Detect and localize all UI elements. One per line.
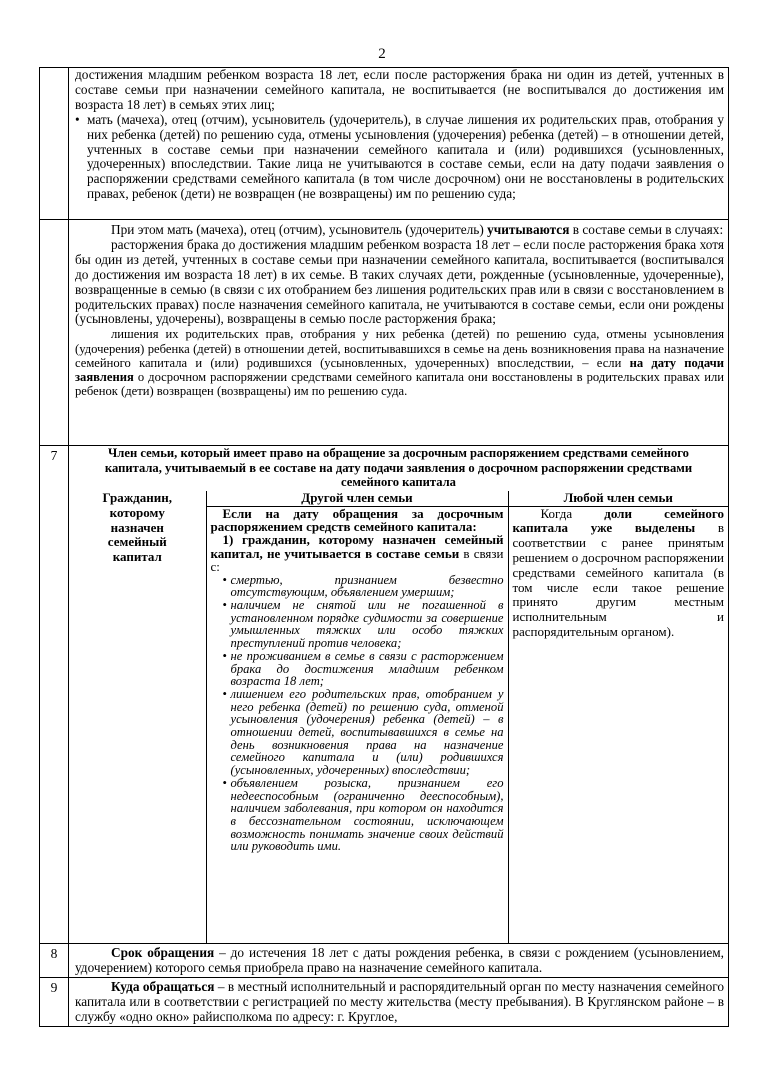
bullet-icon: • xyxy=(222,775,227,790)
text-run: о досрочном распоряжении средствами семейного капитала они восстановлены в родительских правах или ребенок (дети) возвращен (возвращены) им по решению суда. xyxy=(75,369,724,399)
table-row-9 xyxy=(40,977,729,1026)
reason-list xyxy=(211,574,504,853)
reason-item xyxy=(223,688,504,777)
bullet-text: мать (мачеха), отец (отчим), усыновитель (удочеритель), в случае лишения их родительских прав, отобрания у них ребенка (детей) по решению суда, отмены усыновления (удочерения) ребенка (детей) – в отношении детей, учтенных в составе семьи при назначении семейного капитала и (или) родившихся (усыновленных, удочеренных) впоследствии. Такие лица не учитываются в составе семьи, если на дату подачи заявления о распоряжении средствами семейного капитала (в том числе досрочном) они не восстановлены в родительских правах, ребенок (дети) не возвращен (не возвращены) им по решению суда; xyxy=(87,111,724,202)
emphasis-text: учитываются xyxy=(487,222,570,237)
row-number-cell xyxy=(40,220,69,446)
bullet-icon: • xyxy=(75,111,80,127)
table-row-8 xyxy=(40,944,729,978)
condition-intro xyxy=(211,507,504,574)
text-run: в соответствии с ранее принятым решением о досрочном распоряжении средствами семейного капитала (в том числе если такое решение принято другим местным исполнительным и распорядительным органом). xyxy=(512,520,724,639)
procedure-table xyxy=(39,67,729,1027)
row-text-cell xyxy=(69,68,729,220)
row-text-cell xyxy=(69,446,729,944)
condition-sub-tail: в связи с: xyxy=(210,545,504,575)
text-run: – до истечения 18 лет с даты рождения ребенка, в связи с рождением (усыновлением, удочерением) которого семья приобрела право на назначение семейного капитала. xyxy=(75,945,724,975)
emphasis-text: Срок обращения xyxy=(111,945,215,961)
paragraph xyxy=(75,980,724,1025)
any-member-cell xyxy=(508,506,728,943)
condition-intro-text: Если на дату обращения за досрочным распоряжением средств семейного капитала: xyxy=(210,505,504,534)
section-header: Член семьи, который имеет право на обращение за досрочным распоряжением средствами семейного капитала, учитываемый в ее составе на дату подачи заявления о досрочном распоряжении средствами семейного капитала xyxy=(104,446,693,490)
emphasis-text: доли семейного капитала уже выделены xyxy=(512,505,725,536)
table-row-7 xyxy=(40,446,729,944)
row-number-cell: 7 xyxy=(40,446,69,944)
reason-text: не проживанием в семье в связи с расторжением брака до достижения младшим ребенком возраста 18 лет; xyxy=(230,648,504,689)
table-row xyxy=(40,68,729,220)
row-number-cell: 8 xyxy=(40,944,69,978)
column-header: Любой член семьи xyxy=(508,491,728,506)
reason-text: объявлением розыска, признанием его недееспособным (ограниченно дееспособным), наличием заболевания, при котором он находится в бессознательном состоянии, исключающем возможность понимать значение своих действий или руководить ими. xyxy=(230,775,504,854)
row-number-cell: 9 xyxy=(40,977,69,1026)
table-row xyxy=(40,220,729,446)
bullet-icon: • xyxy=(222,686,227,701)
bullet-item xyxy=(75,113,724,202)
bullet-icon: • xyxy=(222,648,227,663)
reason-item xyxy=(223,574,504,599)
column-header: Другой член семьи xyxy=(206,491,508,506)
condition-sub xyxy=(211,533,504,573)
citizen-cell xyxy=(69,490,206,943)
citizen-label: Гражданин, которому назначен семейный капитал xyxy=(102,490,172,565)
text-run: – в местный исполнительный и распорядительный орган по месту назначения семейного капитала или в соответствии с регистрацией по месту жительства (месту пребывания). В Круглянском районе – в службу «одно окно» райисполкома по адресу: г. Круглое, xyxy=(75,978,724,1024)
paragraph xyxy=(75,327,724,398)
reason-item xyxy=(223,650,504,688)
other-member-cell xyxy=(206,506,508,943)
reason-text: наличием не снятой или не погашенной в установленном порядке судимости за совершение умышленных тяжких или особо тяжких преступлений против человека; xyxy=(230,598,504,651)
bullet-icon: • xyxy=(222,572,227,587)
paragraph xyxy=(75,946,724,976)
emphasis-text: на дату подачи заявления xyxy=(75,355,724,384)
text-run: Когда xyxy=(540,505,605,521)
bullet-icon: • xyxy=(222,598,227,613)
text-run: лишения их родительских прав, отобрания у них ребенка (детей) по решению суда, отмены усыновления (удочерения) ребенка (детей) в отношении детей, воспитывавшихся в семье на день возникновения права на назначение семейного капитала и (или) родившихся (усыновленных, удочеренных) впоследствии, – если xyxy=(75,327,724,370)
page-number: 2 xyxy=(378,46,386,62)
reason-text: смертью, признанием безвестно отсутствующим, объявлением умершим; xyxy=(230,572,504,600)
paragraph: достижения младшим ребенком возраста 18 лет, если после расторжения брака ни один из детей, учтенных в составе семьи при назначении семейного капитала, не воспитывается (не воспитывался до достижения им возраста 18 лет) в семьях этих лиц; xyxy=(75,67,724,112)
paragraph: расторжения брака до достижения младшим ребенком возраста 18 лет – если после расторжения брака хотя бы один из детей, учтенных в составе семьи при назначении семейного капитала, воспитывается (воспитывался до достижения им возраста 18 лет) в их семье. В таких случаях дети, рожденные (усыновленные, удочеренные), возвращенные в семью (в связи с их отобранием без лишения родительских прав или в связи с восстановлением в родительских правах) после назначения семейного капитала, не учитываются в составе семьи, если они рождены (усыновлены, удочерены), возвращены в семью после расторжения брака; xyxy=(75,236,724,327)
text-run: в составе семьи в случаях: xyxy=(569,222,724,237)
emphasis-text: Куда обращаться xyxy=(111,978,215,994)
condition-sub-text: 1) гражданин, которому назначен семейный капитал, не учитывается в составе семьи xyxy=(210,532,504,561)
reason-text: лишением его родительских прав, отобранием у него ребенка (детей) по решению суда, отменой усыновления (удочерения) ребенка (детей) – в отношении детей, воспитывавшихся в семье на день возникновения права на назначение семейного капитала и (или) родившихся (усыновленных, удочеренных) впоследствии; xyxy=(230,686,504,778)
member-table xyxy=(69,491,728,943)
member-table-row xyxy=(69,506,728,943)
reason-item xyxy=(223,777,504,853)
row-number-cell xyxy=(40,68,69,220)
row-text-cell xyxy=(69,977,729,1026)
row-text-cell xyxy=(69,220,729,446)
any-member-text xyxy=(513,507,725,640)
paragraph xyxy=(75,223,724,238)
text-run: При этом мать (мачеха), отец (отчим), усыновитель (удочеритель) xyxy=(111,222,488,237)
reason-item xyxy=(223,599,504,650)
row-text-cell xyxy=(69,944,729,978)
